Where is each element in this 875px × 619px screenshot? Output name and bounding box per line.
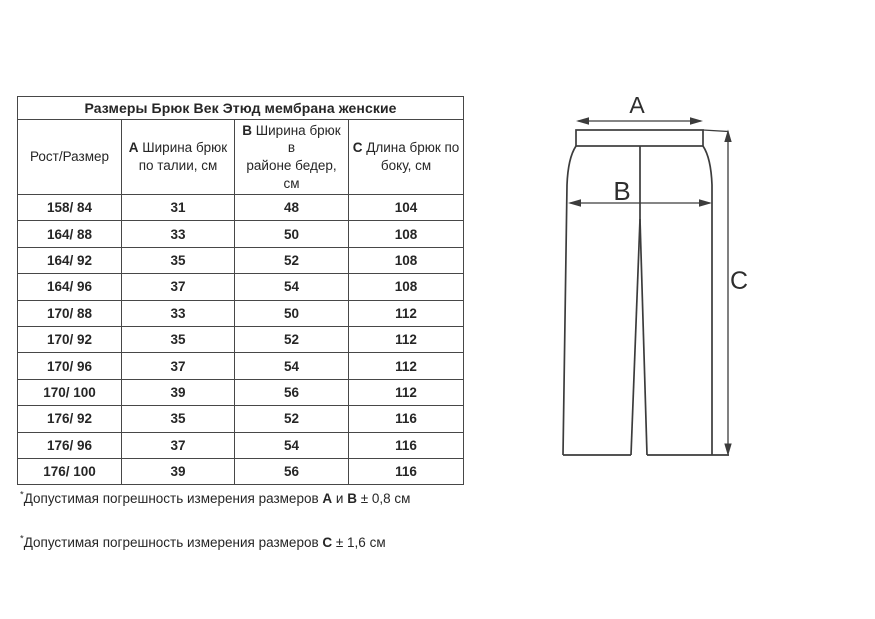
left-outer-seam [563,146,576,455]
value-cell: 54 [235,274,349,300]
table-header-row [18,120,464,195]
footnote-tolerance-ab [20,491,410,507]
dimension-c-arrow-top [724,130,731,143]
size-cell: 170/ 96 [18,353,122,379]
column-letter: B [242,122,253,138]
value-cell: 35 [122,326,235,352]
column-header-hip-width [235,120,349,195]
value-cell: 50 [235,300,349,326]
value-cell: 108 [349,221,464,247]
value-cell: 37 [122,353,235,379]
value-cell: 56 [235,458,349,484]
value-cell: 31 [122,195,235,221]
value-cell: 33 [122,300,235,326]
table-row [18,221,464,247]
table-row [18,458,464,484]
footnote-asterisk: * [20,489,24,501]
table-row [18,300,464,326]
value-cell: 112 [349,353,464,379]
table-title-row [18,97,464,120]
size-cell: 176/ 96 [18,432,122,458]
table-row [18,406,464,432]
value-cell: 116 [349,432,464,458]
value-cell: 39 [122,458,235,484]
table-row [18,379,464,405]
size-cell: 176/ 100 [18,458,122,484]
size-cell: 170/ 92 [18,326,122,352]
waistband-shape [576,130,703,146]
column-header-waist-width [122,120,235,195]
footnote-letter-c: C [322,535,333,550]
table-row [18,326,464,352]
column-letter: A [128,140,139,156]
value-cell: 108 [349,247,464,273]
dimension-b-arrow-right [699,199,712,206]
value-cell: 112 [349,326,464,352]
footnote-text: и [332,491,348,506]
table-row [18,274,464,300]
column-label: Рост/Размер [29,149,109,165]
footnote-text: ± 1,6 см [332,535,386,550]
dimension-b-arrow-left [568,199,581,206]
footnote-text: Допустимая погрешность измерения размеров [23,491,323,506]
footnote-tolerance-c [20,535,386,551]
value-cell: 52 [235,326,349,352]
value-cell: 39 [122,379,235,405]
value-cell: 112 [349,379,464,405]
size-table [17,96,464,485]
dimension-a-arrow-right [690,117,703,124]
footnote-text: ± 0,8 см [356,491,411,506]
value-cell: 116 [349,406,464,432]
dimension-c-label: C [730,267,749,295]
value-cell: 52 [235,406,349,432]
value-cell: 54 [235,432,349,458]
dimension-c-line [703,130,728,454]
column-label: Длина брюк по [362,140,460,156]
footnote-text: Допустимая погрешность измерения размеров [23,535,323,550]
dimension-a-label: A [629,92,645,118]
size-table-body [18,195,464,485]
size-cell: 164/ 96 [18,274,122,300]
size-cell: 170/ 100 [18,379,122,405]
column-letter: C [352,140,363,156]
right-inseam [640,219,647,455]
value-cell: 33 [122,221,235,247]
dimension-b-label: B [613,176,631,206]
value-cell: 37 [122,274,235,300]
table-row [18,353,464,379]
size-cell: 158/ 84 [18,195,122,221]
column-label: Ширина брюк в [252,122,341,156]
table-row [18,195,464,221]
value-cell: 108 [349,274,464,300]
right-outer-seam [703,146,712,455]
footnote-letter-a: A [322,491,333,506]
value-cell: 54 [235,353,349,379]
value-cell: 37 [122,432,235,458]
size-cell: 176/ 92 [18,406,122,432]
value-cell: 116 [349,458,464,484]
table-row [18,432,464,458]
size-cell: 164/ 92 [18,247,122,273]
left-inseam [631,219,640,455]
column-label-line2: районе бедер, см [246,158,337,191]
column-label: Ширина брюк [138,140,228,156]
dimension-c-arrow-bottom [724,444,731,457]
value-cell: 50 [235,221,349,247]
size-cell: 170/ 88 [18,300,122,326]
value-cell: 56 [235,379,349,405]
value-cell: 112 [349,300,464,326]
column-header-side-length [349,120,464,195]
value-cell: 48 [235,195,349,221]
value-cell: 52 [235,247,349,273]
value-cell: 104 [349,195,464,221]
column-label-line2: по талии, см [138,158,218,173]
column-label-line2: боку, см [380,158,432,173]
footnote-asterisk: * [20,533,24,545]
column-header-size [18,120,122,195]
table-title: Размеры Брюк Век Этюд мембрана женские [18,97,464,120]
value-cell: 35 [122,247,235,273]
value-cell: 35 [122,406,235,432]
table-row [18,247,464,273]
dimension-a-arrow-left [576,117,589,124]
footnote-letter-b: B [347,491,357,506]
size-cell: 164/ 88 [18,221,122,247]
